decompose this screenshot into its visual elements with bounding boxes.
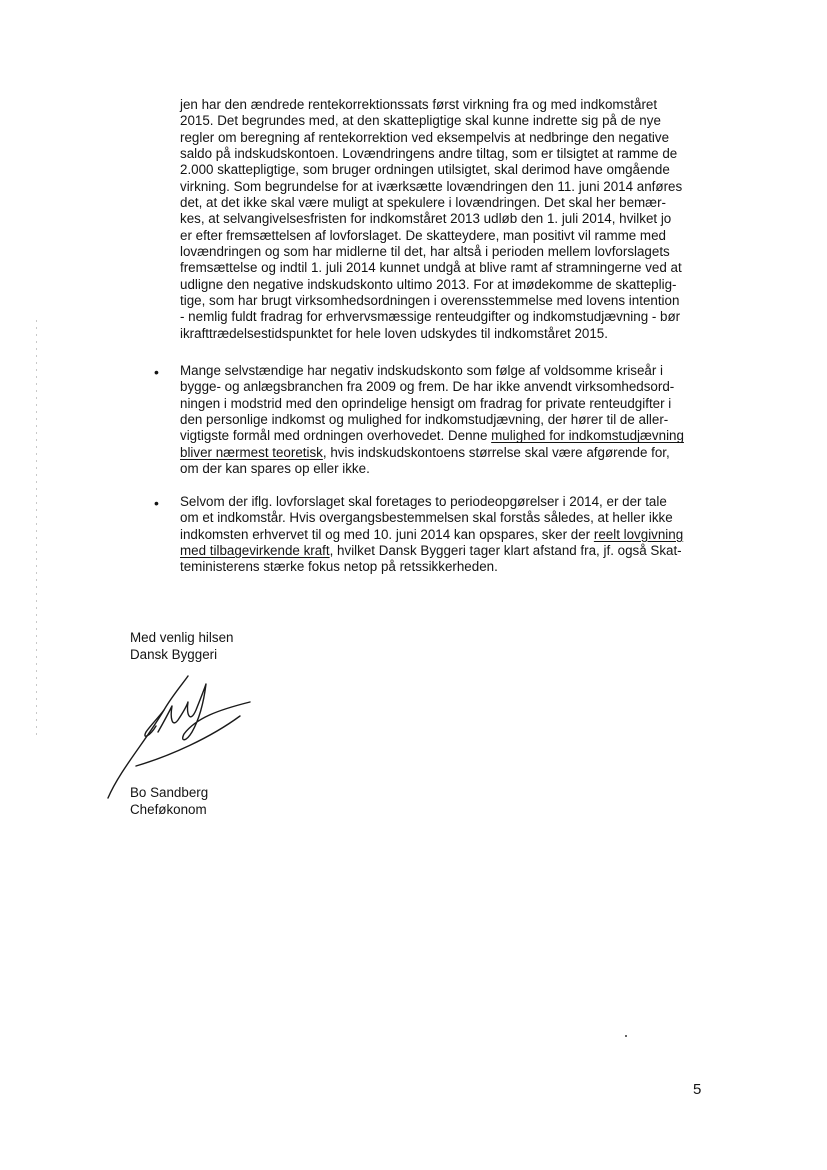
paragraph-line: 2.000 skattepligtige, som bruger ordningen utilsigtet, skal derimod have omgående: [180, 162, 670, 178]
bullet-line: [180, 428, 710, 444]
bullet-line: om et indkomstår. Hvis overgangsbestemmelsen skal forstås således, at heller ikke: [180, 510, 673, 526]
bullet-line: bygge- og anlægsbranchen fra 2009 og frem. De har ikke anvendt virksomhedsord-: [180, 379, 675, 395]
bullet-marker: •: [154, 364, 159, 380]
bullet-item-negative-indskudskonto: [180, 363, 710, 477]
signatory-name: Bo Sandberg: [130, 785, 209, 800]
paragraph-line: regler om beregning af rentekorrektion ved eksempelvis at nedbringe den negative: [180, 129, 670, 145]
paragraph-line: lovændringen og som har midlerne til det, har altså i perioden mellem lovforslagets: [180, 244, 670, 260]
bullet-line: Selvom der iflg. lovforslaget skal foretages to periodeopgørelser i 2014, er der tale: [180, 494, 667, 509]
bullet-line: ningen i modstrid med den oprindelige hensigt om fradrag for private renteudgifter i: [180, 395, 672, 411]
bullet-text: , hvilket Dansk Byggeri tager klart afstand fra, jf. også Skat-: [329, 543, 682, 559]
paragraph-line: saldo på indskudskontoen. Lovændringens andre tiltag, som er tilsigtet at ramme de: [180, 146, 678, 162]
bullet-text: , hvis indskudskontoens størrelse skal være afgørende for,: [322, 444, 670, 460]
paragraph-line: jen har den ændrede rentekorrektionssats først virkning fra og med indkomståret: [180, 97, 658, 112]
underlined-emphasis: med tilbagevirkende kraft: [180, 543, 330, 559]
paragraph-line: - nemlig fuldt fradrag for erhvervsmæssige renteudgifter og indkomstudjævning - bør: [180, 309, 681, 325]
bullet-line: teministerens stærke fokus netop på retssikkerheden.: [180, 559, 498, 575]
bullet-marker: •: [154, 495, 159, 511]
paragraph-rentekorrektion: [180, 97, 710, 342]
closing-greeting: Med venlig hilsen: [130, 630, 234, 645]
closing-greeting-block: [130, 630, 233, 663]
paragraph-line: virkning. Som begrundelse for at iværksætte lovændringen den 11. juni 2014 anføres: [180, 178, 683, 194]
scan-speck: [625, 1035, 627, 1037]
paragraph-line: 2015. Det begrundes med, at den skattepligtige skal kunne indrette sig på de nye: [180, 113, 661, 129]
bullet-item-periodeopgoerelser: [180, 494, 710, 576]
paragraph-line: det, at det ikke skal være muligt at spekulere i lovændringen. Det skal her bemær-: [180, 195, 666, 211]
bullet-text: indkomsten erhvervet til og med 10. juni 2014 kan opspares, sker der: [180, 526, 594, 542]
page-number: 5: [693, 1081, 702, 1098]
bullet-line: [180, 527, 710, 543]
bullet-line: den personlige indkomst og mulighed for indkomstudjævning, der hører til de aller-: [180, 412, 669, 428]
paragraph-line: fremsættelse og indtil 1. juli 2014 kunnet undgå at blive ramt af stramningerne ved at: [180, 260, 682, 276]
paragraph-line: kes, at selvangivelsesfristen for indkomståret 2013 udløb den 1. juli 2014, hvilket jo: [180, 211, 672, 227]
signatory-block: [130, 785, 208, 818]
underlined-emphasis: reelt lovgivning: [593, 526, 684, 542]
paragraph-line: ikrafttrædelsestidspunktet for hele loven udskydes til indkomståret 2015.: [180, 325, 608, 341]
signatory-title: Cheføkonom: [130, 801, 207, 817]
bullet-text: vigtigste formål med ordningen overhovedet. Denne: [180, 428, 492, 444]
sender-organization: Dansk Byggeri: [130, 646, 218, 662]
bullet-line: [180, 445, 710, 461]
paragraph-line: udligne den negative indskudskonto ultimo 2013. For at imødekomme de skatteplig-: [180, 276, 677, 292]
bullet-line: [180, 543, 710, 559]
bullet-line: Mange selvstændige har negativ indskudskonto som følge af voldsomme kriseår i: [180, 363, 664, 378]
bullet-line: om der kan spares op eller ikke.: [180, 461, 370, 477]
underlined-emphasis: mulighed for indkomstudjævning: [491, 428, 684, 444]
underlined-emphasis: bliver nærmest teoretisk: [180, 444, 323, 460]
paragraph-line: er efter fremsættelsen af lovforslaget. De skatteydere, man positivt vil ramme med: [180, 227, 666, 243]
scan-margin-mark: [36, 320, 37, 740]
paragraph-line: tige, som har brugt virksomhedsordningen i overensstemmelse med lovens intention: [180, 293, 680, 309]
